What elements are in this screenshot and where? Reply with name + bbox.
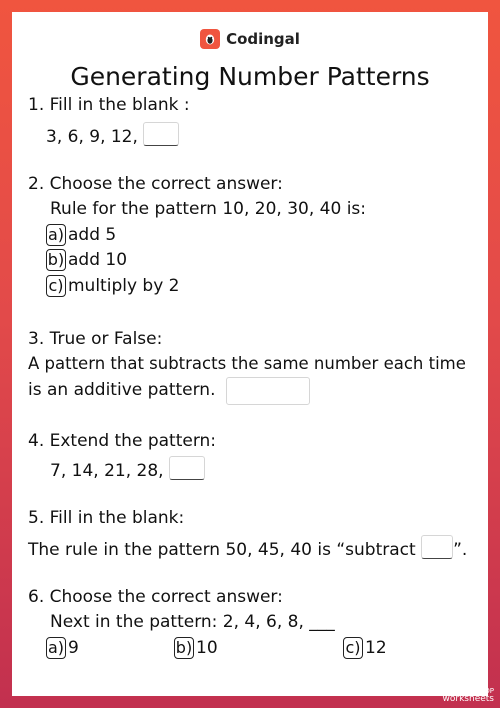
option-letter-box: a) (47, 638, 65, 657)
brand-header (12, 24, 488, 54)
q5-answer-blank[interactable] (421, 535, 453, 559)
q4-sequence: 7, 14, 21, 28, (50, 461, 164, 481)
q6-stem: Next in the pattern: 2, 4, 6, 8, ___ (50, 612, 335, 632)
q6-option-c[interactable] (343, 637, 387, 659)
q1-prompt: 1. Fill in the blank : (28, 95, 190, 115)
footer-top-text: TOP (479, 687, 494, 695)
q4-answer-blank[interactable] (169, 456, 205, 480)
option-letter-box: a) (47, 225, 65, 244)
footer-worksheets-text: worksheets (442, 694, 494, 704)
q1-sequence-line (46, 122, 179, 147)
q2-option-c[interactable] (46, 275, 180, 297)
q2-option-b[interactable] (46, 249, 127, 271)
q4-prompt: 4. Extend the pattern: (28, 431, 217, 451)
q3-statement-line1: A pattern that subtracts the same number each time (28, 354, 466, 373)
option-text: multiply by 2 (68, 276, 180, 296)
q1-answer-blank[interactable] (143, 122, 179, 146)
q5-prompt: 5. Fill in the blank: (28, 508, 185, 528)
page-title: Generating Number Patterns (70, 62, 430, 91)
q6-option-b[interactable] (174, 637, 218, 659)
option-letter-box: b) (47, 250, 65, 269)
topworksheets-logo (443, 688, 494, 704)
q3-statement-line2: is an additive pattern. (28, 380, 216, 400)
q5-sentence (28, 535, 467, 560)
option-text: 10 (196, 638, 218, 658)
option-letter-box: c) (343, 637, 363, 659)
option-text: 9 (68, 638, 79, 658)
q1-sequence: 3, 6, 9, 12, (46, 127, 138, 147)
q3-answer-box[interactable] (226, 377, 310, 405)
codingal-logo-icon (200, 29, 220, 49)
q2-prompt: 2. Choose the correct answer: (28, 174, 283, 194)
q4-sequence-line (50, 456, 205, 481)
worksheet-sheet (12, 12, 488, 696)
q2-stem: Rule for the pattern 10, 20, 30, 40 is: (50, 199, 367, 219)
option-text: add 5 (68, 225, 117, 245)
q2-option-a[interactable] (46, 224, 116, 246)
option-text: 12 (365, 638, 387, 658)
q5-text-before: The rule in the pattern 50, 45, 40 is “subtract (28, 540, 416, 560)
q3-prompt: 3. True or False: (28, 329, 163, 349)
q5-text-after: ”. (453, 540, 468, 560)
option-letter-box: c) (46, 275, 66, 297)
brand-name: Codingal (226, 30, 300, 48)
option-letter-box: b) (175, 638, 193, 657)
q6-prompt: 6. Choose the correct answer: (28, 587, 283, 607)
option-text: add 10 (68, 250, 128, 270)
q6-option-a[interactable] (46, 637, 79, 659)
